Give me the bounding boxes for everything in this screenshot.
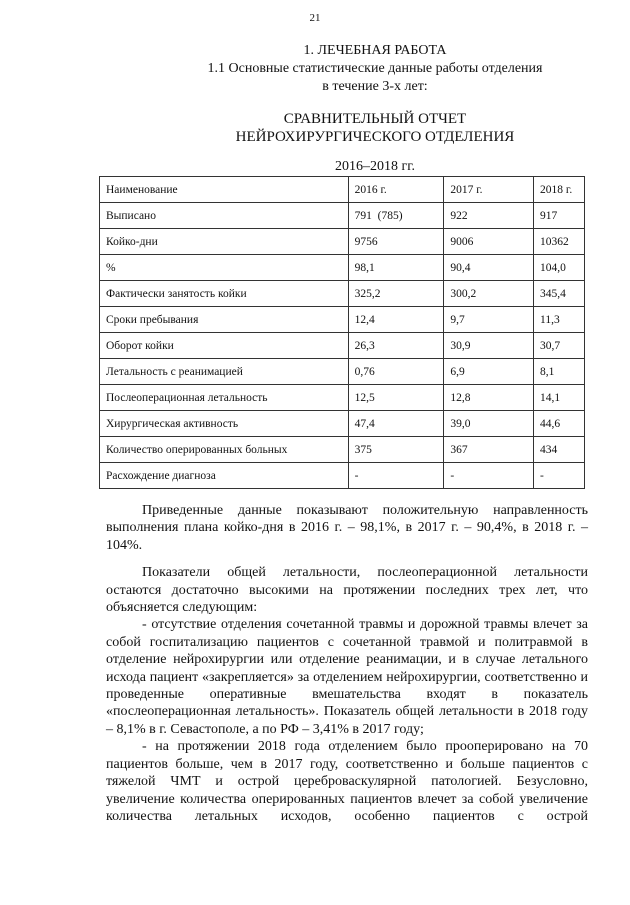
value-cell: 11,3 [534,307,585,333]
value-cell: 12,8 [444,385,534,411]
value-cell: - [534,463,585,489]
value-cell: 104,0 [534,255,585,281]
row-label-cell: Койко-дни [100,229,349,255]
value-cell: 375 [348,437,444,463]
paragraph: Показатели общей летальности, послеоперационной летальности остаются достаточно высокими на протяжении последних трех лет, что объясняется следующим: [106,565,588,616]
value-cell: 434 [534,437,585,463]
header-cell: 2017 г. [444,177,534,203]
value-cell: 367 [444,437,534,463]
table-row [100,463,585,489]
value-cell: 9756 [348,229,444,255]
value-cell: 44,6 [534,411,585,437]
table-row [100,385,585,411]
page-number: 21 [309,12,321,24]
value-cell: 325,2 [348,281,444,307]
paragraph: Приведенные данные показывают положительную направленность выполнения плана койко-дня в 2016 г. – 98,1%, в 2017 г. – 90,4%, в 2018 г. – 104%. [106,503,588,553]
value-cell: 98,1 [348,255,444,281]
table-row [100,359,585,385]
value-cell: 922 [444,203,534,229]
table-row [100,333,585,359]
row-label-cell: Летальность с реанимацией [100,359,349,385]
report-period: 2016–2018 гг. [335,159,415,174]
value-cell: 90,4 [444,255,534,281]
value-cell: 10362 [534,229,585,255]
value-cell: 26,3 [348,333,444,359]
report-title-line: НЕЙРОХИРУРГИЧЕСКОГО ОТДЕЛЕНИЯ [235,129,515,145]
value-cell: 6,9 [444,359,534,385]
row-label-cell: Хирургическая активность [100,411,349,437]
value-cell: 9,7 [444,307,534,333]
table-row [100,203,585,229]
table-row [100,437,585,463]
row-label-cell: Выписано [100,203,349,229]
value-cell: 14,1 [534,385,585,411]
value-cell: 917 [534,203,585,229]
value-cell: 8,1 [534,359,585,385]
paragraph: - на протяжении 2018 года отделением было прооперировано на 70 пациентов больше, чем в 2017 году, соответственно и больше пациентов с тяжелой ЧМТ и острой цереброваскулярной патологией. Безусловно, увеличение количества оперированных пациентов влечет за собой увеличение количества летальных исходов, особенно пациентов с острой [106,739,588,824]
section-title: 1. ЛЕЧЕБНАЯ РАБОТА [303,43,447,58]
value-cell: 12,4 [348,307,444,333]
value-cell: 30,9 [444,333,534,359]
header-cell: 2016 г. [348,177,444,203]
value-cell: 300,2 [444,281,534,307]
row-label-cell: Количество оперированных больных [100,437,349,463]
value-cell: 345,4 [534,281,585,307]
document-headings [0,42,630,176]
value-cell: - [444,463,534,489]
row-label-cell: % [100,255,349,281]
subsection-title-continued: в течение 3-х лет: [322,79,428,94]
table-header-row [100,177,585,203]
value-cell: 30,7 [534,333,585,359]
body-text [106,502,588,825]
table-row [100,281,585,307]
value-cell: 0,76 [348,359,444,385]
paragraph: - отсутствие отделения сочетанной травмы и дорожной травмы влечет за собой госпитализацию пациентов с сочетанной травмой и политравмой в отделение нейрохирургии или отделение реанимации, и в случае летального исхода пациент «закрепляется» за отделением нейрохирургии, соответственно и проведенные оперативные вмешательства входят в показатель «послеоперационная летальность». Показатель общей летальности в 2018 году – 8,1% в г. Севастополе, а по РФ – 3,41% в 2017 году; [106,617,588,737]
row-label-cell: Послеоперационная летальность [100,385,349,411]
value-cell: 9006 [444,229,534,255]
value-cell: 47,4 [348,411,444,437]
statistics-table [99,176,585,489]
value-cell: 791 (785) [348,203,444,229]
table-row [100,411,585,437]
value-cell: 39,0 [444,411,534,437]
row-label-cell: Расхождение диагноза [100,463,349,489]
value-cell: - [348,463,444,489]
value-cell: 12,5 [348,385,444,411]
table-row [100,255,585,281]
header-cell: 2018 г. [534,177,585,203]
header-cell: Наименование [100,177,349,203]
row-label-cell: Сроки пребывания [100,307,349,333]
table-row [100,229,585,255]
row-label-cell: Оборот койки [100,333,349,359]
row-label-cell: Фактически занятость койки [100,281,349,307]
report-title-line: СРАВНИТЕЛЬНЫЙ ОТЧЕТ [283,111,467,127]
subsection-title: 1.1 Основные статистические данные работы отделения [207,61,543,76]
table-row [100,307,585,333]
report-title [0,110,630,146]
